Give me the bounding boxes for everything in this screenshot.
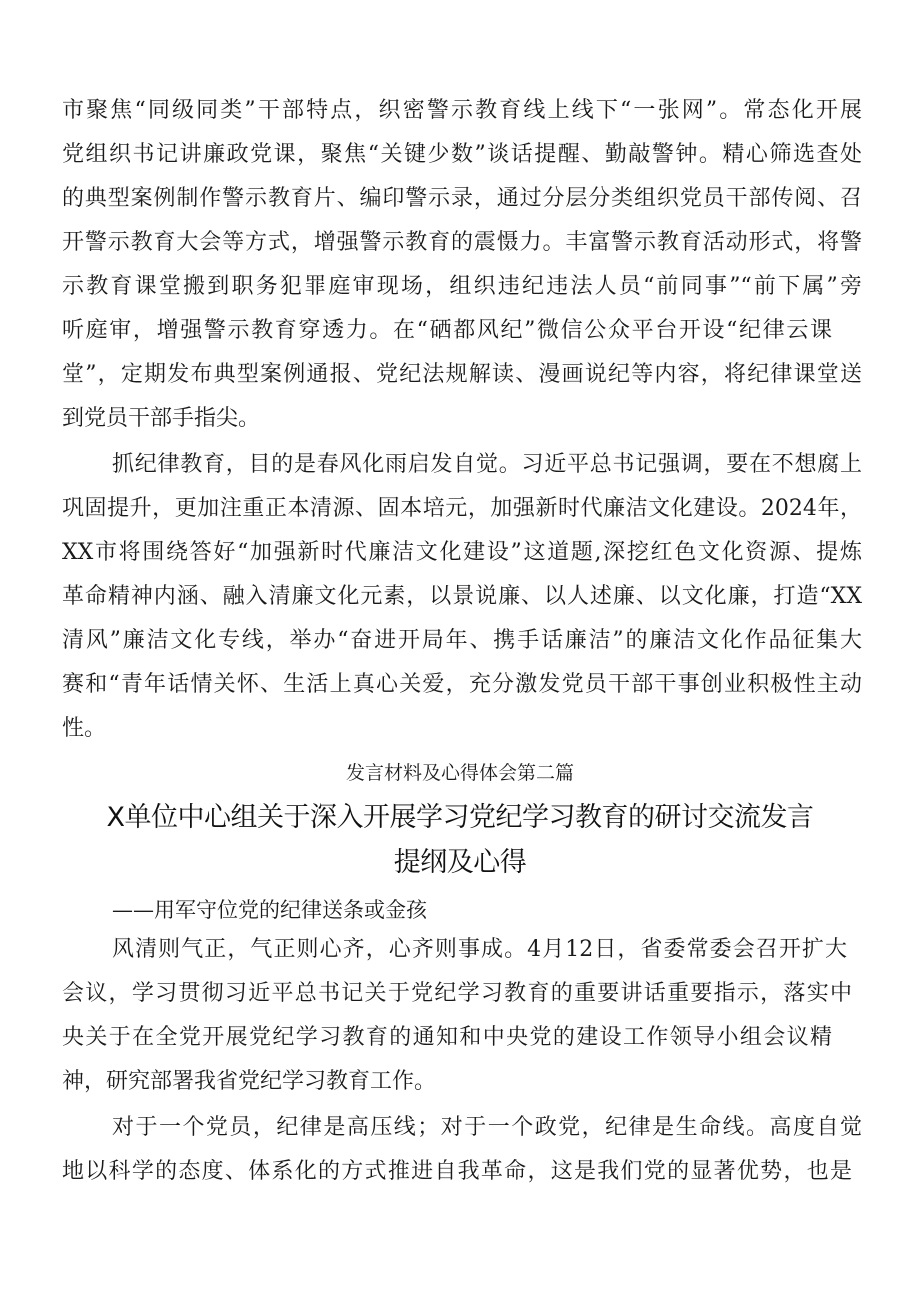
document-subtitle: ——用军守位党的纪律送条或金孩 [112,898,427,922]
text-line: 对于一个党员，纪律是高压线；对于一个政党，纪律是生命线。高度自觉 [112,1115,862,1140]
document-title: X单位中心组关于深入开展学习党纪学习教育的研讨交流发言 [106,802,814,833]
text-line: 赛和“青年话情关怀、生活上真心关爱，充分激发党员干部干事创业积极性主动 [62,672,862,697]
text-line: 到党员干部手指尖。 [62,406,261,431]
text-line: 抓纪律教育，目的是春风化雨启发自觉。习近平总书记强调，要在不想腐上 [112,452,862,477]
text-line: 清风”廉洁文化专线，举办“奋进开局年、携手话廉洁”的廉洁文化作品征集大 [62,628,862,653]
text-line: 党组织书记讲廉政党课，聚焦“关键少数”谈话提醒、勤敲警钟。精心筛选查处 [62,142,862,167]
text-line: 地以科学的态度、体系化的方式推进自我革命，这是我们党的显著优势，也是 [62,1159,852,1184]
text-line: 性。 [62,716,107,741]
text-line: 会议，学习贯彻习近平总书记关于党纪学习教育的重要讲话重要指示，落实中 [62,981,852,1006]
text-line: 开警示教育大会等方式，增强警示教育的震慑力。丰富警示教育活动形式，将警 [62,230,862,255]
text-line: 堂”，定期发布典型案例通报、党纪法规解读、漫画说纪等内容，将纪律课堂送 [62,362,862,387]
text-line: 听庭审，增强警示教育穿透力。在“硒都风纪”微信公众平台开设“纪律云课 [62,318,832,343]
text-line: 市聚焦“同级同类”干部特点，织密警示教育线上线下“一张网”。常态化开展 [62,98,862,123]
text-line: 央关于在全党开展党纪学习教育的通知和中央党的建设工作领导小组会议精 [62,1025,832,1050]
text-line: 巩固提升，更加注重正本清源、固本培元，加强新时代廉洁文化建设。2024年， [62,496,862,521]
document-title-continued: 提纲及心得 [393,847,527,878]
text-line: 示教育课堂搬到职务犯罪庭审现场，组织违纪违法人员“前同事”“前下属”旁 [62,274,862,299]
text-line: 革命精神内涵、融入清廉文化元素，以景说廉、以人述廉、以文化廉，打造“XX [62,584,862,609]
text-line: XX市将围绕答好“加强新时代廉洁文化建设”这道题,深挖红色文化资源、提炼 [62,540,862,565]
text-line: 神，研究部署我省党纪学习教育工作。 [62,1069,437,1094]
text-line: 的典型案例制作警示教育片、编印警示录，通过分层分类组织党员干部传阅、召 [62,186,862,211]
text-line: 风清则气正，气正则心齐，心齐则事成。4月12日，省委常委会召开扩大 [112,937,847,962]
section-caption: 发言材料及心得体会第二篇 [345,762,574,784]
